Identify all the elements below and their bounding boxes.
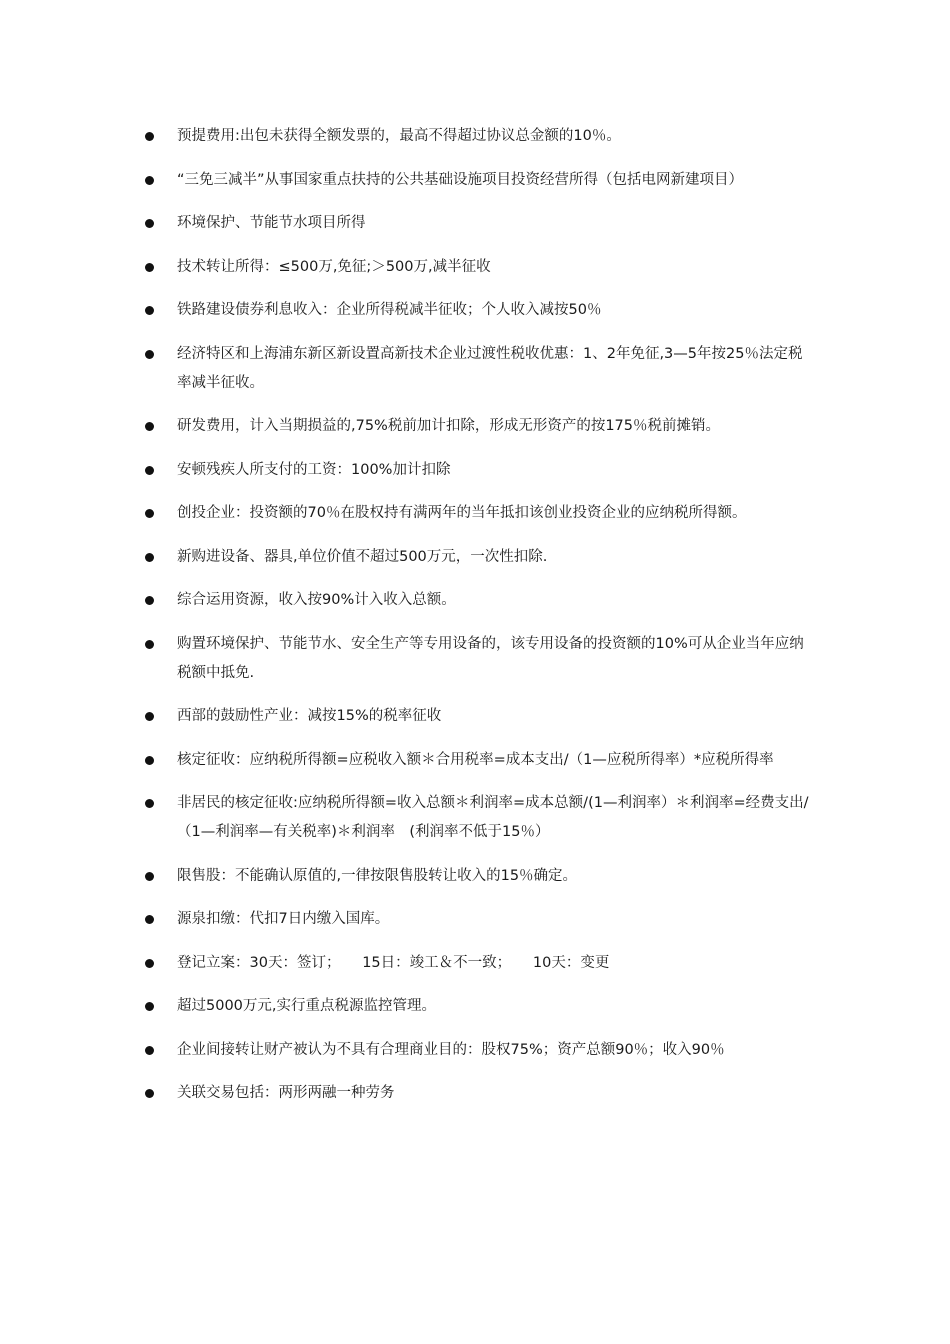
list-item bbox=[145, 862, 815, 891]
bullet-icon bbox=[145, 509, 154, 518]
bullet-icon bbox=[145, 306, 154, 315]
list-item bbox=[145, 296, 815, 325]
bullet-icon bbox=[145, 799, 154, 808]
bullet-icon bbox=[145, 263, 154, 272]
bullet-icon bbox=[145, 350, 154, 359]
list-item bbox=[145, 630, 815, 688]
bullet-icon bbox=[145, 640, 154, 649]
list-item-text: 关联交易包括：两形两融一种劳务 bbox=[177, 1085, 395, 1101]
list-item bbox=[145, 905, 815, 934]
list-item bbox=[145, 586, 815, 615]
list-item-text: 研发费用，计入当期损益的,75%税前加计扣除，形成无形资产的按175％税前摊销。 bbox=[177, 418, 721, 434]
list-item bbox=[145, 209, 815, 238]
list-item-text: 西部的鼓励性产业：减按15%的税率征收 bbox=[177, 708, 442, 724]
bullet-icon bbox=[145, 176, 154, 185]
bullet-icon bbox=[145, 915, 154, 924]
list-item-text: 登记立案：30天：签订； 15日：竣工＆不一致； 10天：变更 bbox=[177, 954, 610, 971]
list-item bbox=[145, 702, 815, 731]
list-item-text: 新购进设备、器具,单位价值不超过500万元，一次性扣除. bbox=[177, 548, 548, 565]
bullet-list bbox=[145, 122, 815, 1123]
list-item bbox=[145, 1036, 815, 1065]
list-item bbox=[145, 1079, 815, 1108]
bullet-icon bbox=[145, 1089, 154, 1098]
list-item-text: 购置环境保护、节能节水、安全生产等专用设备的，该专用设备的投资额的10%可从企业当年应纳税额中抵免. bbox=[177, 635, 804, 681]
bullet-icon bbox=[145, 756, 154, 765]
list-item-text: 铁路建设债券利息收入：企业所得税减半征收；个人收入减按50％ bbox=[177, 302, 602, 318]
list-item bbox=[145, 340, 815, 398]
bullet-icon bbox=[145, 596, 154, 605]
list-item-text: 源泉扣缴：代扣7日内缴入国库。 bbox=[177, 911, 390, 927]
bullet-icon bbox=[145, 959, 154, 968]
bullet-icon bbox=[145, 553, 154, 562]
list-item bbox=[145, 746, 815, 775]
bullet-icon bbox=[145, 422, 154, 431]
list-item-text: 创投企业：投资额的70％在股权持有满两年的当年抵扣该创业投资企业的应纳税所得额。 bbox=[177, 505, 747, 521]
bullet-icon bbox=[145, 712, 154, 721]
list-item bbox=[145, 992, 815, 1021]
list-item-text: 非居民的核定征收:应纳税所得额=收入总额＊利润率=成本总额/(1—利润率）＊利润率=经费支出/（1—利润率—有关税率)＊利润率 (利润率不低于15％） bbox=[177, 795, 809, 840]
list-item bbox=[145, 543, 815, 572]
bullet-icon bbox=[145, 1046, 154, 1055]
list-item-text: 核定征收：应纳税所得额=应税收入额＊合用税率=成本支出/（1—应税所得率）*应税所得率 bbox=[177, 751, 774, 768]
list-item-text: 综合运用资源，收入按90%计入收入总额。 bbox=[177, 592, 456, 608]
bullet-icon bbox=[145, 132, 154, 141]
list-item-text: “三免三减半”从事国家重点扶持的公共基础设施项目投资经营所得（包括电网新建项目） bbox=[177, 171, 744, 188]
list-item-text: 安顿残疾人所支付的工资：100%加计扣除 bbox=[177, 461, 451, 478]
list-item bbox=[145, 789, 815, 847]
list-item-text: 超过5000万元,实行重点税源监控管理。 bbox=[177, 998, 437, 1014]
bullet-icon bbox=[145, 219, 154, 228]
bullet-icon bbox=[145, 1002, 154, 1011]
list-item bbox=[145, 166, 815, 195]
list-item-text: 企业间接转让财产被认为不具有合理商业目的：股权75%；资产总额90％；收入90％ bbox=[177, 1041, 725, 1058]
list-item bbox=[145, 949, 815, 978]
list-item-text: 经济特区和上海浦东新区新设置高新技术企业过渡性税收优惠：1、2年免征,3—5年按25％法定税率减半征收。 bbox=[177, 345, 803, 391]
list-item-text: 限售股：不能确认原值的,一律按限售股转让收入的15％确定。 bbox=[177, 867, 578, 884]
list-item-text: 环境保护、节能节水项目所得 bbox=[177, 215, 366, 231]
bullet-icon bbox=[145, 466, 154, 475]
list-item bbox=[145, 253, 815, 282]
list-item bbox=[145, 412, 815, 441]
list-item bbox=[145, 499, 815, 528]
list-item bbox=[145, 456, 815, 485]
list-item-text: 预提费用:出包未获得全额发票的，最高不得超过协议总金额的10％。 bbox=[177, 128, 621, 144]
list-item bbox=[145, 122, 815, 151]
bullet-icon bbox=[145, 872, 154, 881]
list-item-text: 技术转让所得：≤500万,免征;＞500万,减半征收 bbox=[177, 258, 491, 275]
